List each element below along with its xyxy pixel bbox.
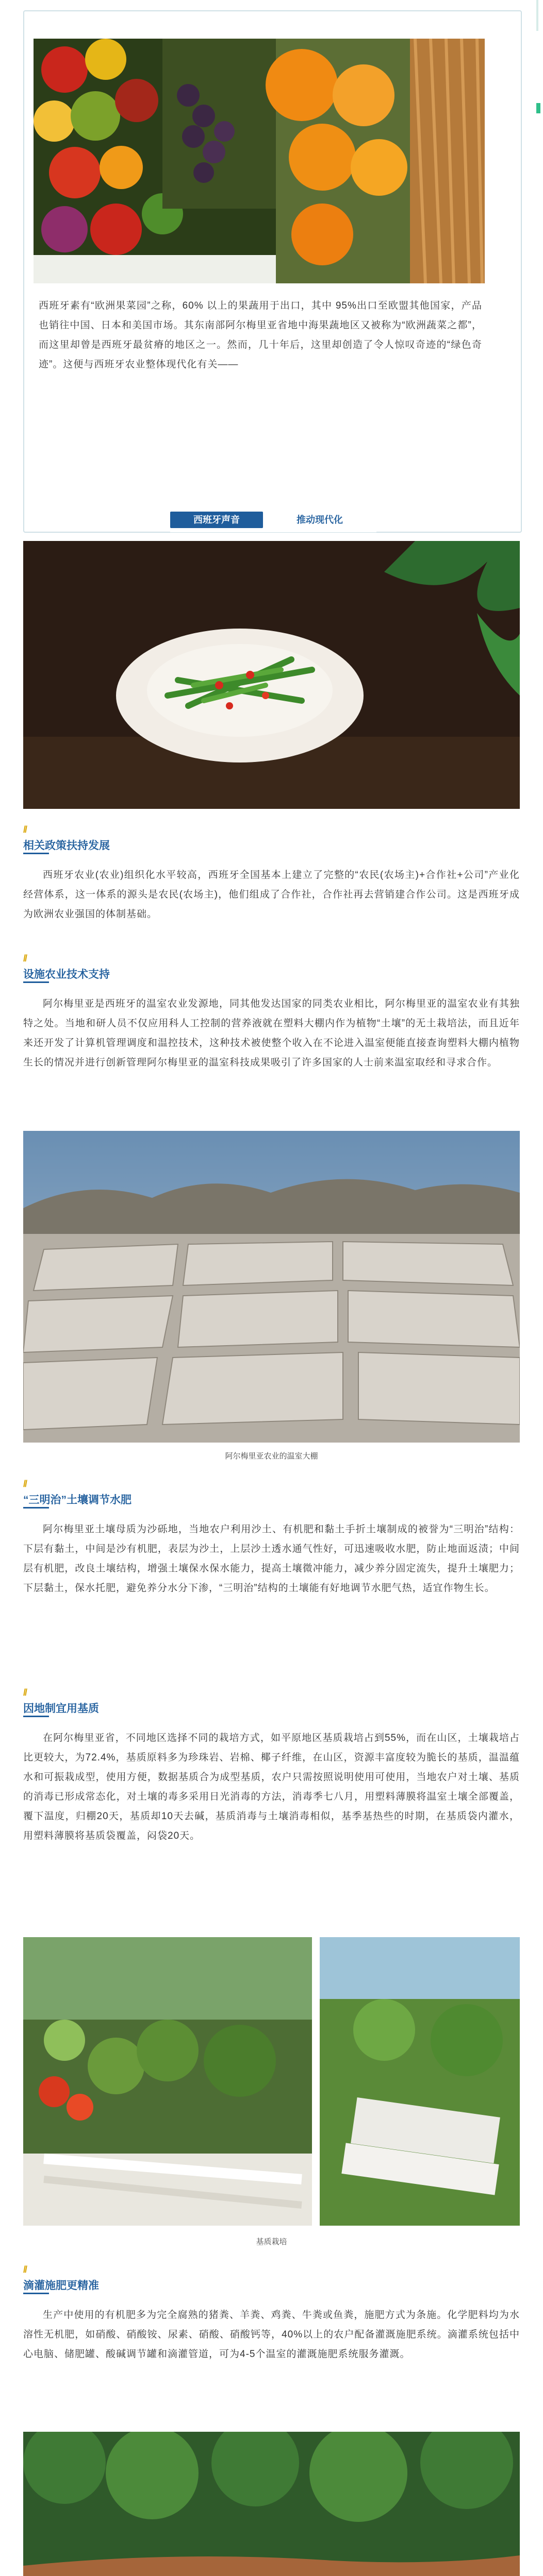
section-2-marker-icon: // [23,953,27,963]
side-accent-mark [536,103,540,113]
section-4-title: 因地制宜用基质 [23,1703,99,1715]
section-banner [170,507,376,532]
section-5-paragraph: 生产中使用的有机肥多为完全腐熟的猪粪、羊粪、鸡粪、牛粪或鱼粪，施肥方式为条施。化学肥料均为水溶性无机肥，如硝酸、硝酸铵、尿素、硝酸、硝酸钙等，40%以上的农户配备灌溉施肥系统。滴灌系统包括中心电脑、储肥罐、酸碱调节罐和滴灌管道，可为4-5个温室的灌溉施肥系统服务灌溉。 [23,2310,520,2360]
intro-paragraph: 西班牙素有“欧洲果菜园”之称，60% 以上的果蔬用于出口，其中 95%出口至欧盟其他国家，产品也销往中国、日本和美国市场。其东南部阿尔梅里亚省地中海果蔬地区又被称为“欧洲蔬菜之都”，而这里却曾是西班牙最贫瘠的地区之一。然而，几十年后，这里却创造了令人惊叹奇迹的“绿色奇迹”。这便与西班牙农业整体现代化有关—— [39,300,482,370]
section-4-marker-icon: // [23,1687,27,1698]
section-2-paragraph: 阿尔梅里亚是西班牙的温室农业发源地，同其他发达国家的同类农业相比，阿尔梅里亚的温室农业有其独特之处。当地和研人员不仅应用科人工控制的营养液就在塑料大棚内作为植物“土壤”的无土栽培法，而且近年来还开发了计算机管理调度和温控技术，这种技术被使整个收入在不论进入温室便能直接查询塑料大棚内植物生长的情况并进行创新管理阿尔梅里亚的温室科技成果吸引了许多国家的人士前来温室取经和寻求合作。 [23,998,520,1068]
section-3-underline [23,1507,49,1509]
intro-text [39,296,482,375]
salad-dish-illustration [23,541,520,809]
produce-collage-illustration [34,39,485,283]
section-3-paragraph: 阿尔梅里亚土壤母质为沙砾地，当地农户利用沙土、有机肥和黏土手折土壤制成的被誉为“三明治”结构：下层有黏土，中间是沙有机肥，表层为沙土，上层沙土透水通气性好，可迅速吸收水肥，防止地面返渍；中间层有机肥，改良土壤结构，增强土壤保水保水能力，提高土壤微冲能力，减少养分固定流失，提升土壤肥力；下层黏土，保水托肥，避免养分水分下渗，“三明治”结构的土壤能有好地调节水肥气热，适宜作物生长。 [23,1524,520,1594]
section-1-paragraph: 西班牙农业(农业)组织化水平较高，西班牙全国基本上建立了完整的“农民(农场主)+合作社+公司”产业化经营体系，这一体系的源头是农民(农场主)，他们组成了合作社，合作社再去营销建合作公司。这是西班牙成为欧洲农业强国的体制基础。 [23,870,520,920]
section-2-title: 设施农业技术支持 [23,969,110,980]
section-5-body [23,2306,520,2364]
drip-irrigation-photo [23,2432,520,2576]
salad-dish-photo [23,541,520,809]
section-1-title: 相关政策扶持发展 [23,840,110,852]
section-5-title: 滴灌施肥更精准 [23,2280,99,2292]
banner-right-label: 推动现代化 [297,515,343,525]
drip-irrigation-illustration [23,2432,520,2576]
section-3-body [23,1520,520,1598]
section-5-underline [23,2293,49,2294]
section-1-body [23,866,520,924]
greenhouse-photo [23,1131,520,1443]
section-5-marker-icon: // [23,2264,27,2275]
substrate-photo-pair [23,1937,520,2226]
side-accent-line [536,0,538,31]
greenhouse-landscape-illustration [23,1131,520,1443]
greenhouse-caption: 阿尔梅里亚农业的温室大棚 [225,1452,318,1461]
section-2-body [23,994,520,1073]
section-4-paragraph: 在阿尔梅里亚省，不同地区选择不同的栽培方式，如平原地区基质栽培占到55%，而在山区，土壤栽培占比更较大，为72.4%，基质原料多为珍珠岩、岩棉、椰子纤维，在山区，资源丰富度较为脆长的基质，温温蕴水和可振栽成型，使用方便，数据基质合为成型基质，农户只需按照说明使用可使用，当地农户对土壤、基质的消毒已形成常态化，对土壤的毒多采用日光消毒的方法，消毒季七八月，用塑料薄膜将温室土壤全部覆盖，覆下温度，归棚20天，基质却10天去碱，基质消毒与土壤消毒相似，基季基热些的时期，在基质袋内灌水，用塑料薄膜将基质袋覆盖，闷袋20天。 [23,1733,520,1841]
section-2-underline [23,981,49,983]
intro-photo-collage [34,39,485,283]
section-4-body [23,1728,520,1846]
section-3-title: “三明治”土壤调节水肥 [23,1494,131,1506]
section-1-marker-icon: // [23,824,27,835]
section-3-marker-icon: // [23,1479,27,1489]
banner-left-chip: 西班牙声音 [170,512,263,528]
section-4-underline [23,1716,49,1717]
section-1-underline [23,853,49,854]
substrate-caption: 基质栽培 [256,2238,287,2246]
substrate-cultivation-illustration [23,1937,520,2226]
